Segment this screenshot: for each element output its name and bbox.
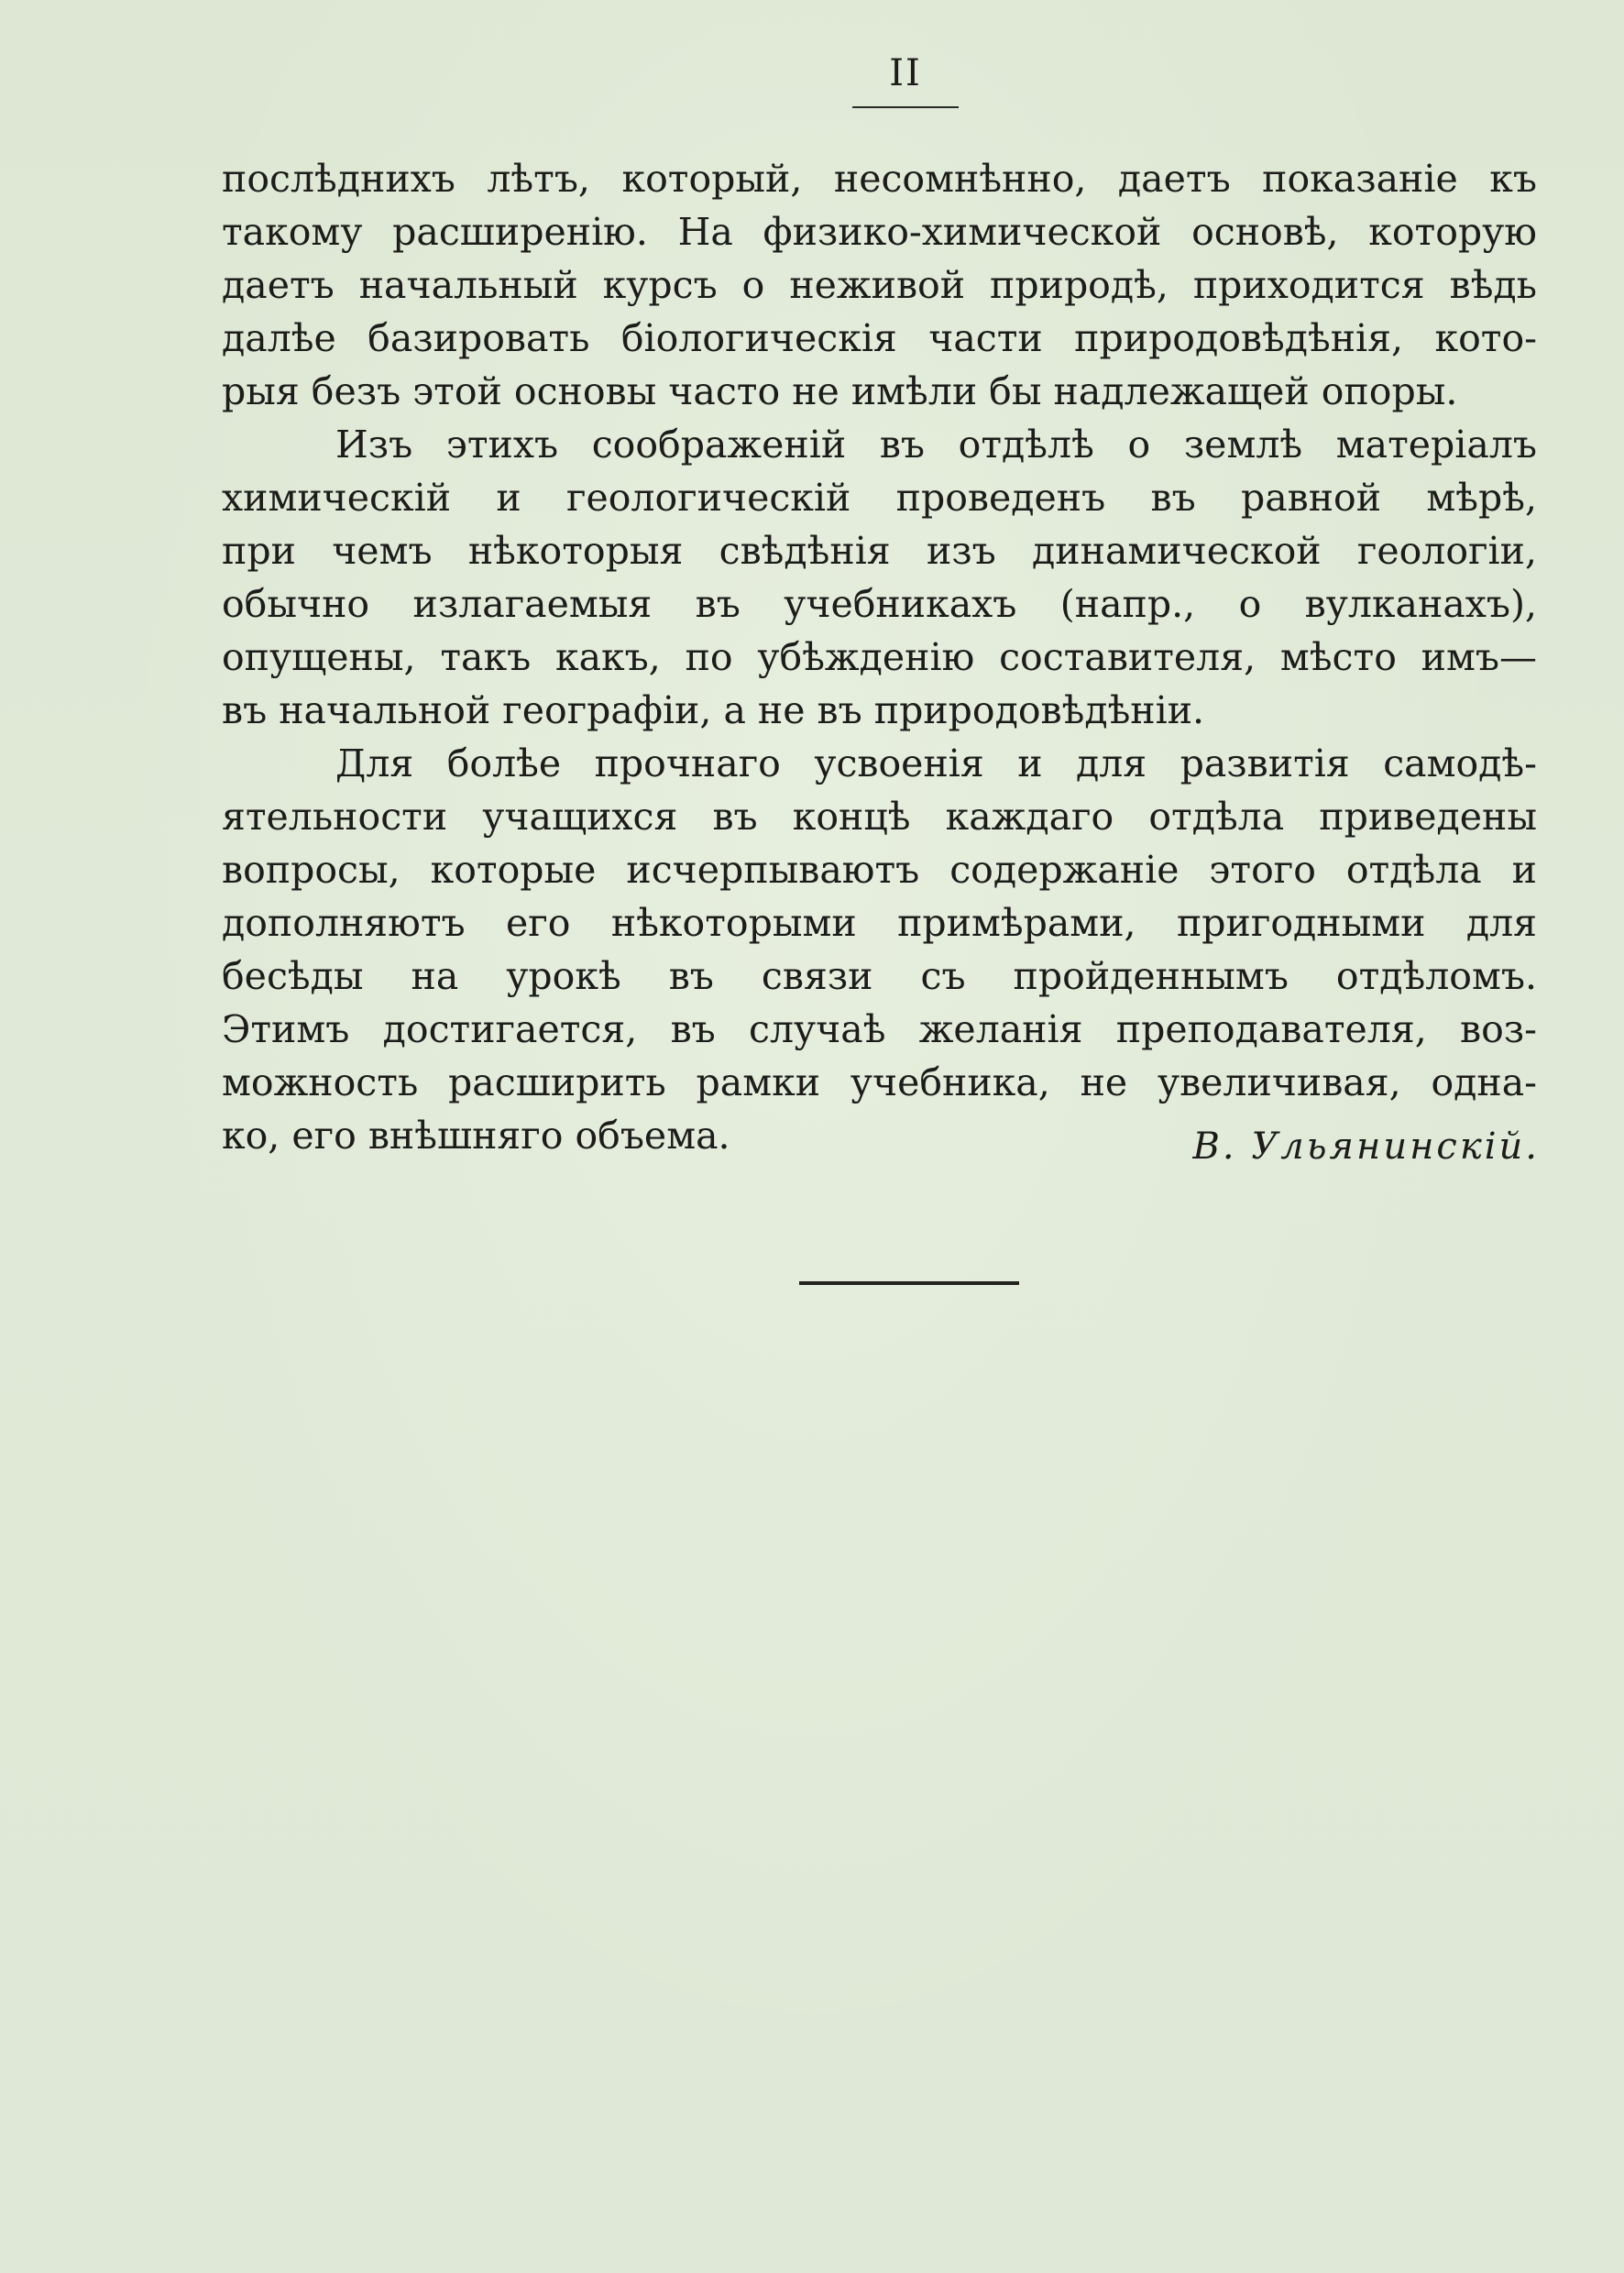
text-line: при чемъ нѣкоторыя свѣдѣнія изъ динамической геологіи, <box>222 529 1537 573</box>
text-line: въ начальной географіи, а не въ природовѣдѣніи. <box>222 688 1205 732</box>
text-line: можность расширить рамки учебника, не увеличивая, одна- <box>222 1060 1537 1104</box>
text-line: такому расширенію. На физико-химической основѣ, которую <box>222 210 1537 254</box>
body-text <box>222 152 1537 1162</box>
text-line: вопросы, которые исчерпываютъ содержаніе этого отдѣла и <box>222 848 1537 892</box>
text-line: послѣднихъ лѣтъ, который, несомнѣнно, даетъ показаніе къ <box>222 157 1537 201</box>
text-line: рыя безъ этой основы часто не имѣли бы надлежащей опоры. <box>222 369 1458 413</box>
text-line: даетъ начальный курсъ о неживой природѣ, приходится вѣдь <box>222 263 1537 307</box>
text-line: Этимъ достигается, въ случаѣ желанія преподавателя, воз- <box>222 1007 1537 1051</box>
text-line: опущены, такъ какъ, по убѣжденію составителя, мѣсто имъ— <box>222 635 1537 679</box>
text-line: Изъ этихъ соображеній въ отдѣлѣ о землѣ матеріалъ <box>335 423 1537 467</box>
text-line: Для болѣе прочнаго усвоенія и для развитія самодѣ- <box>335 741 1537 785</box>
page-number: II <box>889 52 922 94</box>
section-end-rule <box>799 1281 1019 1285</box>
text-line: бесѣды на урокѣ въ связи съ пройденнымъ отдѣломъ. <box>222 954 1537 998</box>
text-line: химическій и геологическій проведенъ въ равной мѣрѣ, <box>222 476 1537 520</box>
author-signature: В. Ульянинскій. <box>1192 1126 1540 1168</box>
text-line: ко, его внѣшняго объема. <box>222 1114 730 1158</box>
text-line: обычно излагаемыя въ учебникахъ (напр., о вулканахъ), <box>222 582 1537 626</box>
text-line: дополняютъ его нѣкоторыми примѣрами, пригодными для <box>222 901 1537 945</box>
page-number-underline <box>852 106 959 108</box>
text-line: ятельности учащихся въ концѣ каждаго отдѣла приведены <box>222 795 1537 839</box>
text-line: далѣе базировать біологическія части природовѣдѣнія, кото- <box>222 316 1537 360</box>
